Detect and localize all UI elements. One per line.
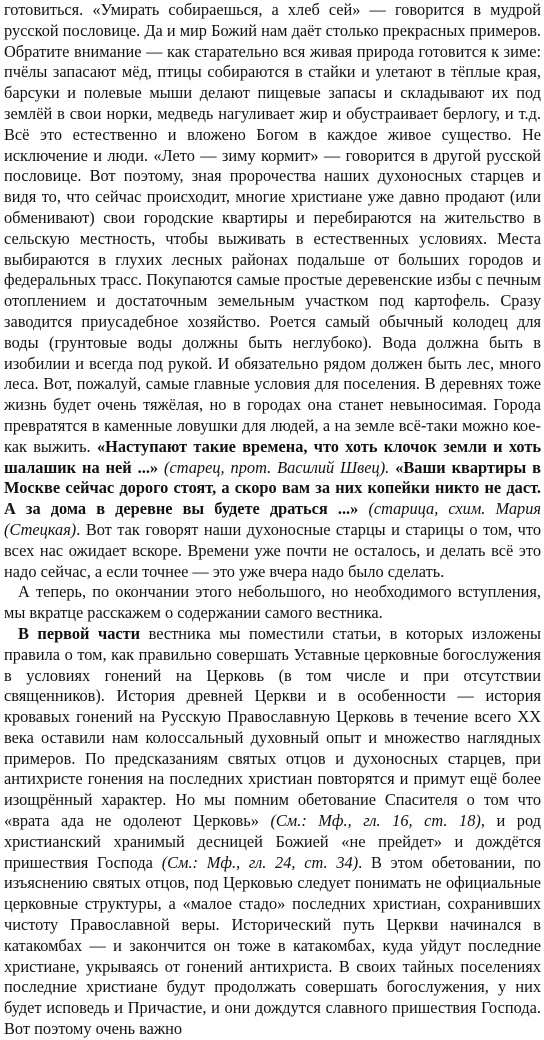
paragraph-first-part xyxy=(4,624,541,1040)
body-text: А теперь, по окончании этого небольшого, но необходимого вступления, мы вкратце расскажем о содержании самого вестника. xyxy=(4,582,541,623)
paragraph-intro xyxy=(4,0,541,582)
body-text: вестника мы поместили статьи, в которых изложены правила о том, как правильно совершать Уставные церковные богослужения в условиях гонений на Церковь (в том числе и при отсутствии священников). История древней Церкви и в особенности — история кровавых гонений на Русскую Православную Церковь в течение всего XX века оставили нам колоссальный духовный опыт и множество наглядных примеров. По предсказаниям святых отцов и духоносных старцев, при антихристе гонения на последних христиан повторятся и примут ещё более изощрённый характер. Но мы помним обетование Спасителя о том что «врата ада не одолеют Церковь» xyxy=(4,623,541,831)
body-text: , и род христианский хранимый десницей Божией «не прейдет» и дождётся пришествия Господа xyxy=(4,811,541,872)
bold-quote-text: В первой части xyxy=(18,623,141,643)
italic-citation-text: (См.: Мф., гл. 24, ст. 34) xyxy=(161,852,359,872)
bold-quote-text: «Ваши квартиры в Москве сейчас дорого стоят, а скоро вам за них копейки никто не даст. А за дома в деревне вы будете драться ...» xyxy=(4,457,541,519)
body-text: . Вот так говорят наши духоносные старцы и старицы о том, что всех нас ожидает вскоре. Времени уже почти не осталось, и делать всё это надо сейчас, а если точнее — это уже вчера надо было сделать. xyxy=(4,519,541,581)
bold-quote-text: «Наступают такие времена, что хоть клочок земли и хоть шалашик на ней ...» xyxy=(4,436,541,477)
italic-citation-text: (старица, схим. Мария (Стецкая) xyxy=(4,499,541,539)
paragraph-transition xyxy=(4,582,541,624)
italic-citation-text: (старец, прот. Василий Швец). xyxy=(158,457,396,477)
body-text: . В этом обетовании, по изъяснению святых отцов, под Церковью следует понимать не официальные церковные структуры, а «малое стадо» последних христиан, сохранивших чистоту Православной веры. Исторический путь Церкви начинался в катакомбах — и закончится он тоже в катакомбах, куда уйдут последние христиане, укрываясь от гонений антихриста. В своих тайных поселениях последние христиане будут продолжать совершать богослужения, у них будет исповедь и Причастие, и они дождутся славного пришествия Господа. Вот поэтому очень важно xyxy=(4,852,541,1039)
italic-citation-text: (См.: Мф., гл. 16, ст. 18) xyxy=(270,811,481,831)
body-text: готовиться. «Умирать собираешься, а хлеб сей» — говорится в мудрой русской пословице. Да и мир Божий нам даёт столько прекрасных примеров. Обратите внимание — как старательно вся живая природа готовится к зиме: пчёлы запасают мёд, птицы собираются в стайки и улетают в тёплые края, барсуки и полевые мыши делают пищевые запасы и складывают их под землёй в свои норки, медведь нагуливает жир и обустраивает берлогу, и т.д. Всё это естественно и вложено Богом в каждое живое существо. Не исключение и люди. «Лето — зиму кормит» — говорится в другой русской пословице. Вот поэтому, зная пророчества наших духоносных старцев и видя то, что сейчас происходит, многие христиане уже давно продают (или обменивают) свои городские квартиры и перебираются на жительство в сельскую местность, чтобы выживать в естественных условиях. Места выбираются в глухих лесных районах подальше от больших городов и федеральных трасс. Покупаются самые простые деревенские избы с печным отоплением и достаточным земельным участком под картофель. Сразу заводится приусадебное хозяйство. Роется самый обычный колодец для воды (грунтовые воды должны быть неглубоко). Вода должна быть в изобилии и всегда под рукой. И обязательно рядом должен быть лес, много леса. Вот, пожалуй, самые главные условия для поселения. В деревнях тоже жизнь будет очень тяжёлая, но в городах она станет невыносимая. Города превратятся в каменные ловушки для людей, а на земле всё-таки можно кое-как выжить. xyxy=(4,0,541,456)
